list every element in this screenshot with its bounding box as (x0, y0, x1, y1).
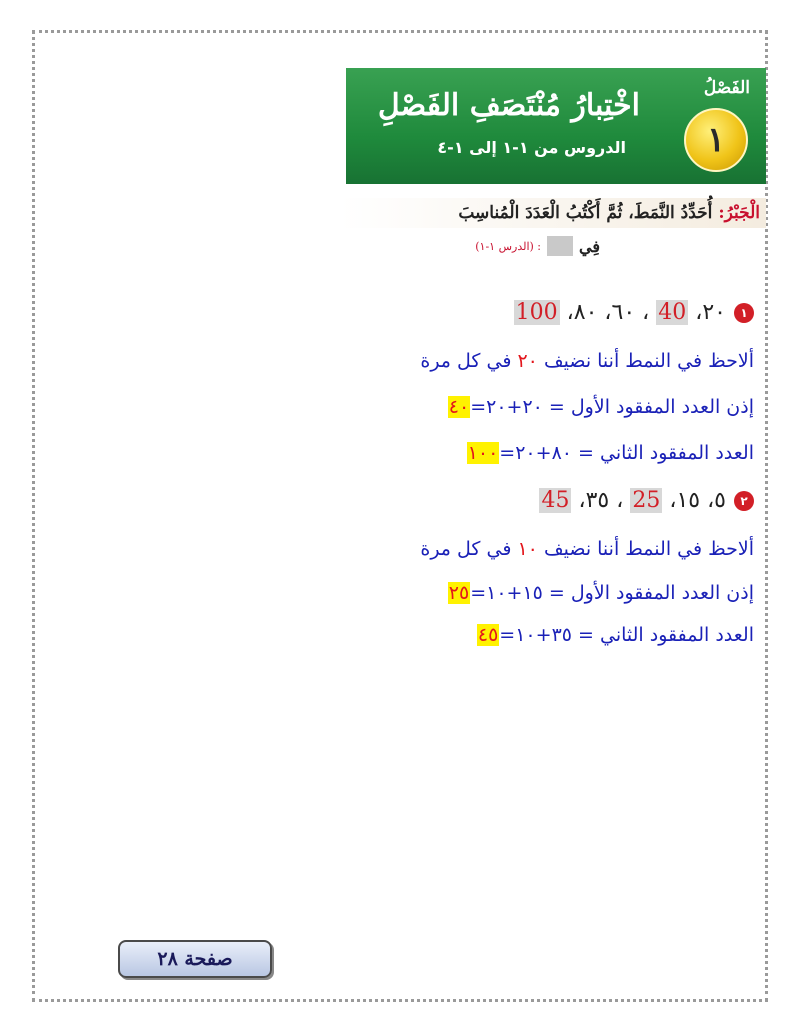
step-number: ١٠ (517, 538, 538, 560)
sequence-answer: 45 (541, 488, 570, 513)
highlighted-answer: ٢٥ (448, 582, 470, 604)
problem-2 (539, 488, 754, 513)
lesson-reference: : (الدرس ١-١) (475, 239, 542, 253)
solution-1-line-3 (467, 442, 754, 464)
sequence-part: ، ٦٠، ٨٠، (566, 300, 650, 325)
solution-2-line-2 (448, 582, 754, 604)
highlighted-answer: ٤٥ (477, 624, 499, 646)
solution-text: في كل مرة (420, 538, 512, 560)
instruction-text: أُحَدِّدُ النَّمَطَ، ثُمَّ أَكْتُبُ الْعَدَدَ الْمُناسِبَ (458, 203, 713, 223)
sequence-part: ٢٠، (695, 300, 726, 325)
instruction-prefix: فِي (579, 236, 600, 256)
solution-text: العدد المفقود الثاني = ٨٠+٢٠= (499, 442, 754, 464)
problem-1 (514, 300, 754, 325)
banner-subtitle: الدروس من ١-١ إلى ١-٤ (437, 138, 626, 157)
solution-1-line-2 (448, 396, 754, 418)
highlighted-answer: ١٠٠ (467, 442, 499, 464)
page-number-label: صفحة ٢٨ (118, 940, 272, 978)
solution-2-line-1 (420, 538, 754, 560)
highlighted-answer: ٤٠ (448, 396, 470, 418)
solution-text: في كل مرة (420, 350, 512, 372)
solution-1-line-1 (420, 350, 754, 372)
solution-text: ألاحظ في النمط أننا نضيف (543, 538, 754, 560)
sequence (539, 488, 726, 513)
solution-text: ألاحظ في النمط أننا نضيف (543, 350, 754, 372)
answer-box-placeholder (547, 236, 573, 256)
sequence-part: ٥، ١٥، (669, 488, 726, 513)
instruction-line (340, 198, 766, 228)
sequence-answer: 40 (658, 300, 687, 325)
sequence-answer: 25 (632, 488, 661, 513)
solution-text: إذن العدد المفقود الأول = ٢٠+٢٠= (470, 396, 754, 418)
chapter-number-badge: ١ (684, 108, 748, 172)
chapter-banner (346, 68, 766, 184)
banner-title: اخْتِبارُ مُنْتَصَفِ الفَصْلِ (377, 88, 640, 123)
sequence-answer: 100 (515, 300, 558, 325)
problem-number-badge: ٢ (734, 491, 754, 511)
problem-number-badge: ١ (734, 303, 754, 323)
solution-text: العدد المفقود الثاني = ٣٥+١٠= (499, 624, 754, 646)
solution-text: إذن العدد المفقود الأول = ١٥+١٠= (470, 582, 754, 604)
step-number: ٢٠ (517, 350, 538, 372)
solution-2-line-3 (477, 624, 754, 646)
sequence (514, 300, 726, 325)
algebra-label: الْجَبْرُ: (718, 203, 760, 223)
sequence-part: ، ٣٥، (578, 488, 624, 513)
instruction-line-2 (475, 236, 600, 256)
chapter-word: الفَصْلُ (703, 78, 750, 98)
